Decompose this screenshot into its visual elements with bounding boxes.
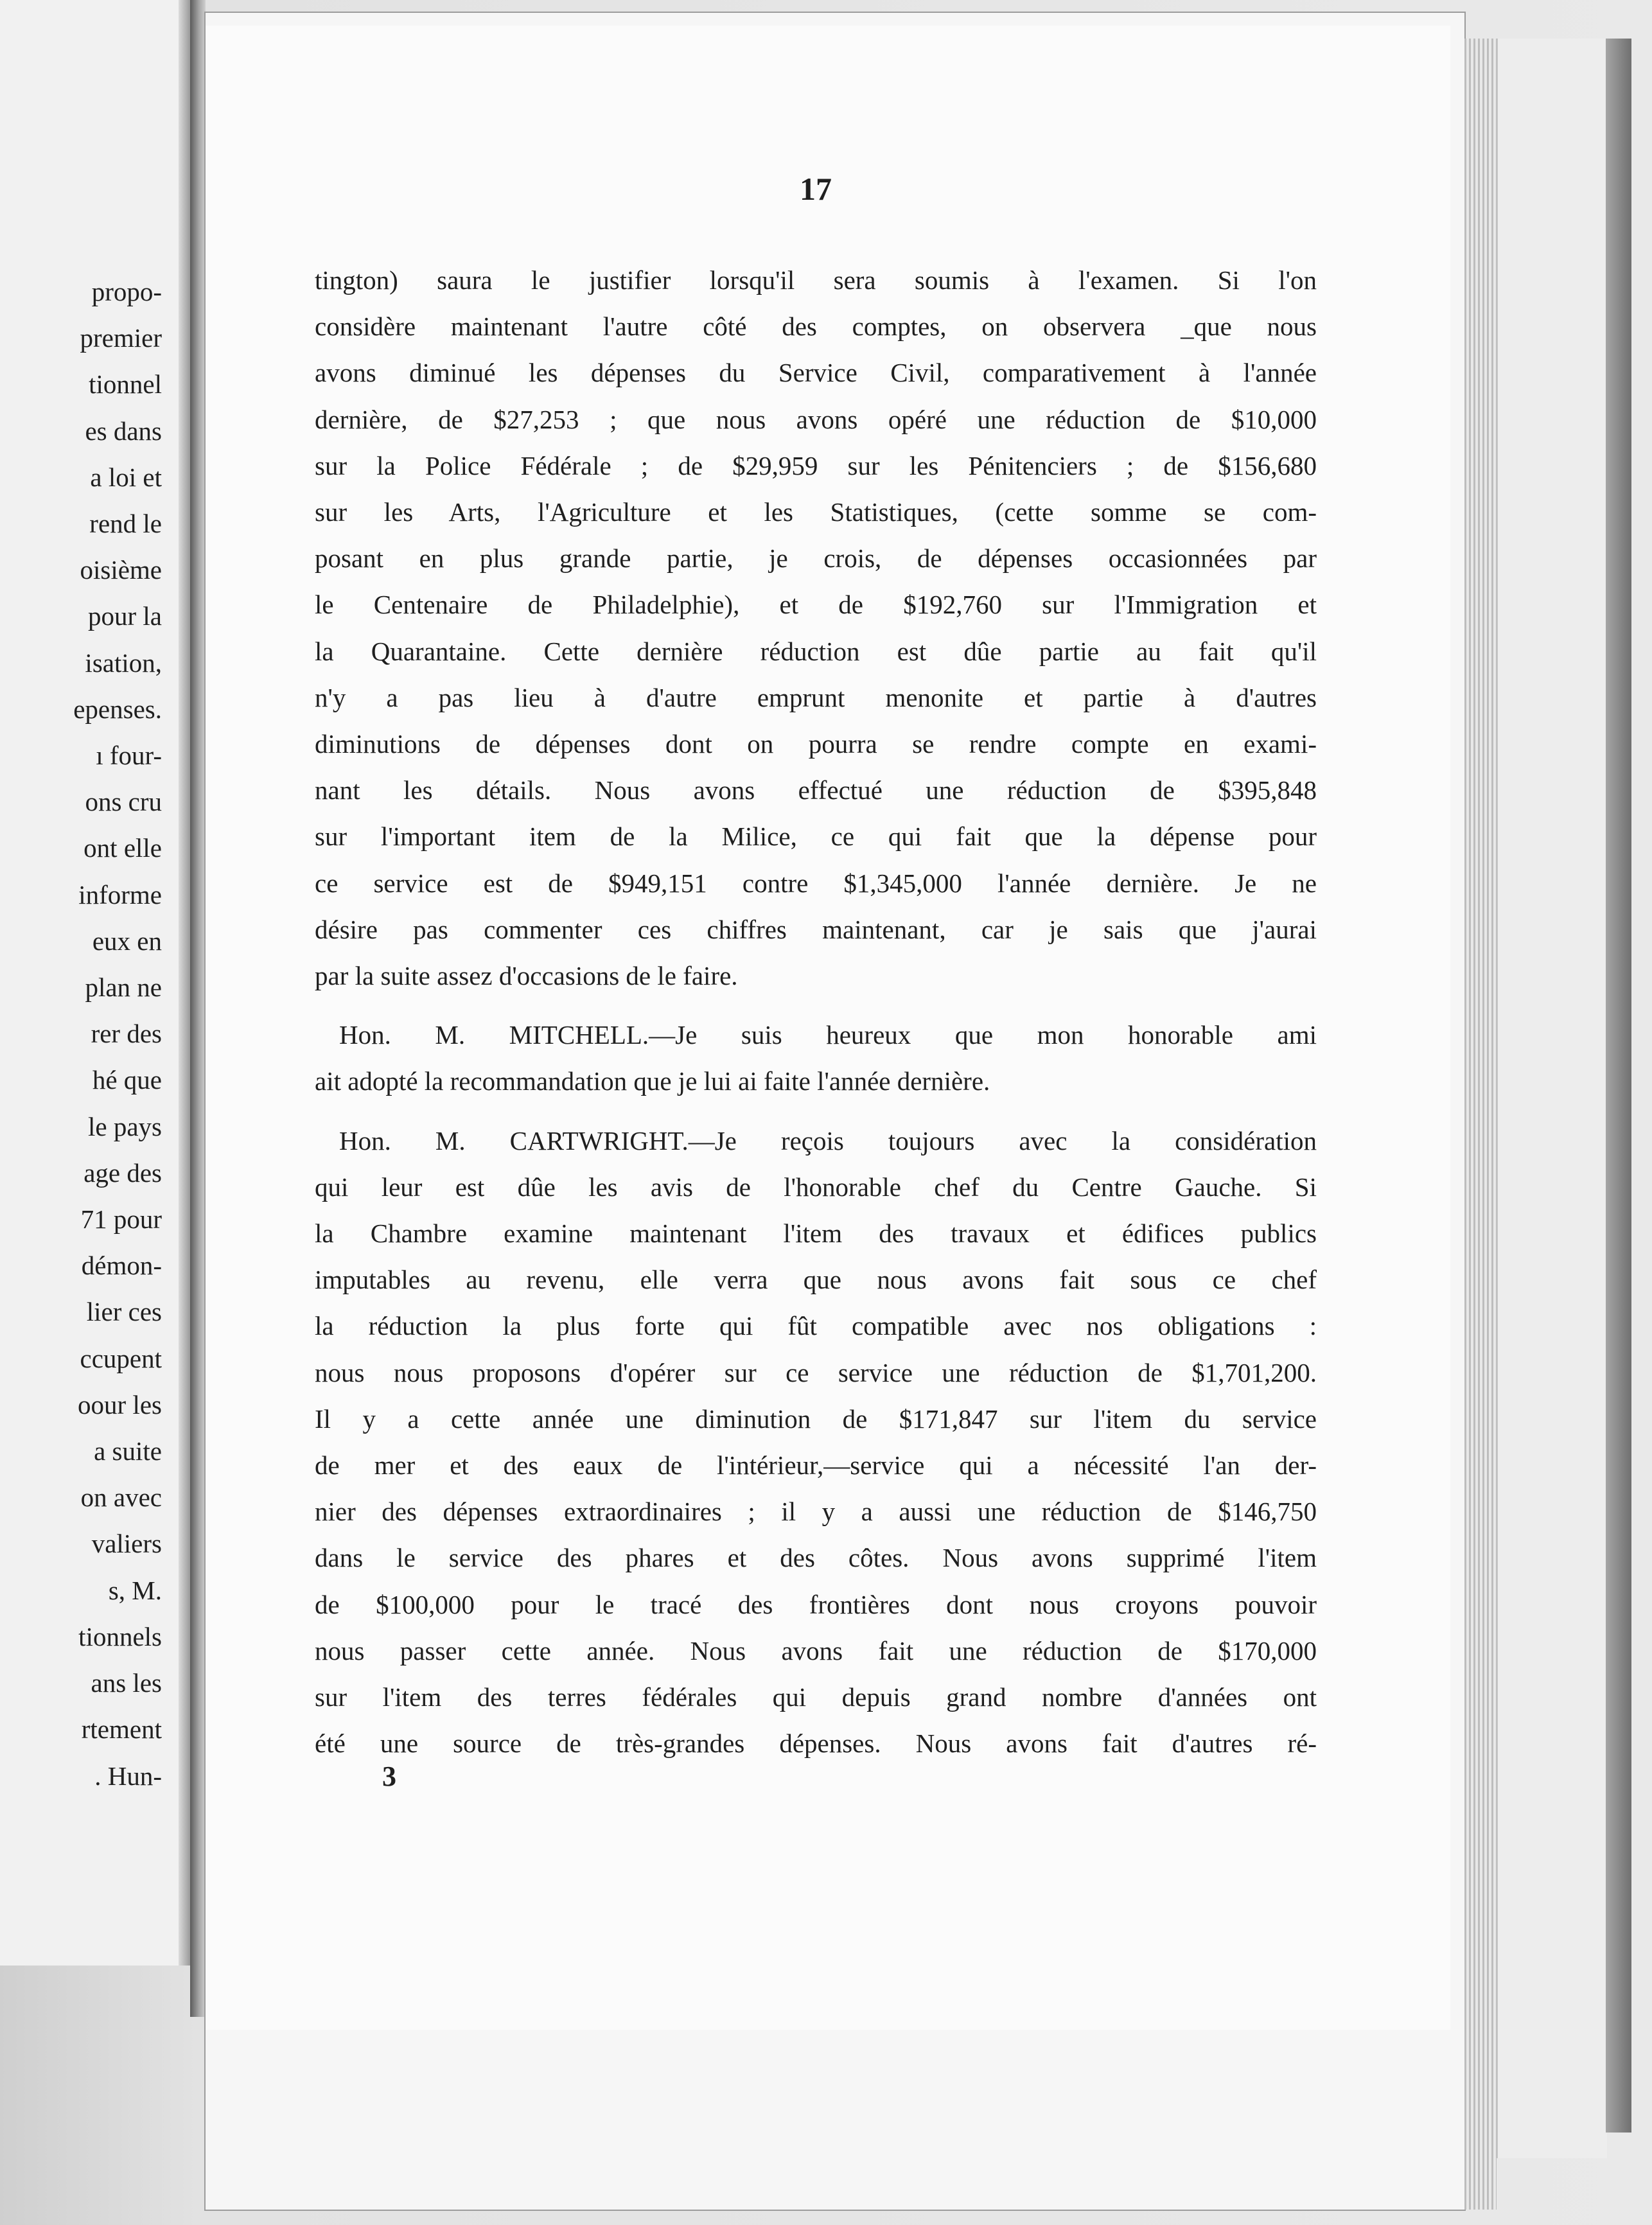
left-page-line: 71 pour — [80, 1204, 162, 1235]
left-page-line: on avec — [80, 1482, 162, 1513]
body-text — [315, 257, 1317, 1767]
left-facing-page — [0, 0, 192, 1966]
text-line: tington) saura le justifier lorsqu'il sera soumis à l'examen. Si l'on — [315, 265, 1317, 295]
text-line: nous nous proposons d'opérer sur ce service une réduction de $1,701,200. — [315, 1357, 1317, 1387]
signature-mark: 3 — [382, 1761, 396, 1792]
left-page-line: s, M. — [108, 1575, 162, 1605]
text-line: n'y a pas lieu à d'autre emprunt menonite et partie à d'autres — [315, 682, 1317, 712]
left-page-line: pour la — [88, 601, 162, 631]
left-page-line: eux en — [92, 926, 162, 956]
left-page-line: a suite — [94, 1436, 162, 1466]
text-line: de $100,000 pour le tracé des frontières dont nous croyons pouvoir — [315, 1589, 1317, 1619]
book-spine — [190, 0, 206, 2017]
text-line: imputables au revenu, elle verra que nous avons fait sous ce chef — [315, 1265, 1317, 1295]
left-page-line: epenses. — [73, 694, 162, 724]
left-page-line: isation, — [85, 647, 162, 678]
left-page-line: premier — [80, 323, 162, 353]
left-page-line: tionnels — [78, 1621, 162, 1651]
left-page-line: tionnel — [89, 369, 162, 400]
left-page-line: rtement — [81, 1714, 162, 1745]
left-page-line: ı four- — [96, 741, 162, 771]
left-page-line: plan ne — [85, 972, 162, 1003]
text-line: la réduction la plus forte qui fût compatible avec nos obligations : — [315, 1311, 1317, 1341]
left-page-line: ccupent — [80, 1343, 162, 1373]
left-page-line: informe — [78, 879, 162, 910]
left-page-line: oour les — [78, 1389, 162, 1420]
text-line: la Chambre examine maintenant l'item des travaux et édifices publics — [315, 1218, 1317, 1249]
paragraph — [315, 1012, 1317, 1104]
text-line: considère maintenant l'autre côté des comptes, on observera _que nous — [315, 312, 1317, 342]
text-line: nant les détails. Nous avons effectué une réduction de $395,848 — [315, 775, 1317, 805]
left-page-line: démon- — [81, 1251, 162, 1281]
text-line: posant en plus grande partie, je crois, de dépenses occasionnées par — [315, 543, 1317, 574]
cover-edge — [1606, 39, 1631, 2133]
text-line: Hon. M. CARTWRIGHT.—Je reçois toujours avec la considération — [339, 1125, 1317, 1156]
text-line: dernière, de $27,253 ; que nous avons opéré une réduction de $10,000 — [315, 404, 1317, 434]
page-stack-edge — [1497, 39, 1607, 2158]
text-line: sur l'item des terres fédérales qui depuis grand nombre d'années ont — [315, 1682, 1317, 1712]
text-line: Hon. M. MITCHELL.—Je suis heureux que mon honorable ami — [339, 1020, 1317, 1050]
left-page-line: rer des — [91, 1019, 162, 1049]
paragraph — [315, 257, 1317, 999]
text-line: Il y a cette année une diminution de $171,847 sur l'item du service — [315, 1403, 1317, 1434]
left-page-line: . Hun- — [94, 1761, 162, 1791]
text-line: été une source de très-grandes dépenses. Nous avons fait d'autres ré- — [315, 1728, 1317, 1759]
text-line: ait adopté la recommandation que je lui ai faite l'année dernière. — [315, 1066, 990, 1096]
left-page-line: propo- — [91, 277, 162, 306]
text-line: sur les Arts, l'Agriculture et les Statistiques, (cette somme se com- — [315, 497, 1317, 527]
left-page-line: lier ces — [86, 1297, 162, 1327]
left-page-gutter — [179, 0, 190, 1966]
text-line: de mer et des eaux de l'intérieur,—service qui a nécessité l'an der- — [315, 1450, 1317, 1481]
text-line: désire pas commenter ces chiffres maintenant, car je sais que j'aurai — [315, 914, 1317, 944]
text-line: dans le service des phares et des côtes. Nous avons supprimé l'item — [315, 1543, 1317, 1573]
text-line: qui leur est dûe les avis de l'honorable chef du Centre Gauche. Si — [315, 1172, 1317, 1202]
left-page-line: ons cru — [85, 787, 162, 817]
left-page-line: ont elle — [83, 833, 162, 863]
text-line: par la suite assez d'occasions de le faire. — [315, 961, 738, 991]
paragraph — [315, 1118, 1317, 1767]
text-line: nous passer cette année. Nous avons fait une réduction de $170,000 — [315, 1635, 1317, 1666]
page-fore-edge — [1464, 39, 1497, 2210]
page-number: 17 — [800, 171, 832, 207]
text-line: nier des dépenses extraordinaires ; il y a aussi une réduction de $146,750 — [315, 1497, 1317, 1527]
left-page-line: valiers — [91, 1529, 162, 1559]
left-page-line: hé que — [92, 1065, 162, 1095]
left-page-line: rend le — [89, 509, 162, 539]
text-line: avons diminué les dépenses du Service Civil, comparativement à l'année — [315, 358, 1317, 388]
text-line: le Centenaire de Philadelphie), et de $192,760 sur l'Immigration et — [315, 590, 1317, 620]
left-page-line: age des — [83, 1157, 162, 1188]
left-page-line: oisième — [80, 555, 162, 585]
left-page-line: a loi et — [90, 462, 162, 492]
text-line: sur la Police Fédérale ; de $29,959 sur les Pénitenciers ; de $156,680 — [315, 450, 1317, 480]
text-line: sur l'important item de la Milice, ce qui fait que la dépense pour — [315, 822, 1317, 852]
left-page-line: ans les — [91, 1668, 162, 1698]
text-line: ce service est de $949,151 contre $1,345,000 l'année dernière. Je ne — [315, 868, 1317, 898]
text-line: la Quarantaine. Cette dernière réduction est dûe partie au fait qu'il — [315, 636, 1317, 666]
left-page-line: es dans — [85, 416, 162, 446]
left-page-text-fragments — [73, 268, 162, 1799]
left-page-line: le pays — [88, 1111, 162, 1141]
text-line: diminutions de dépenses dont on pourra se rendre compte en exami- — [315, 729, 1317, 759]
